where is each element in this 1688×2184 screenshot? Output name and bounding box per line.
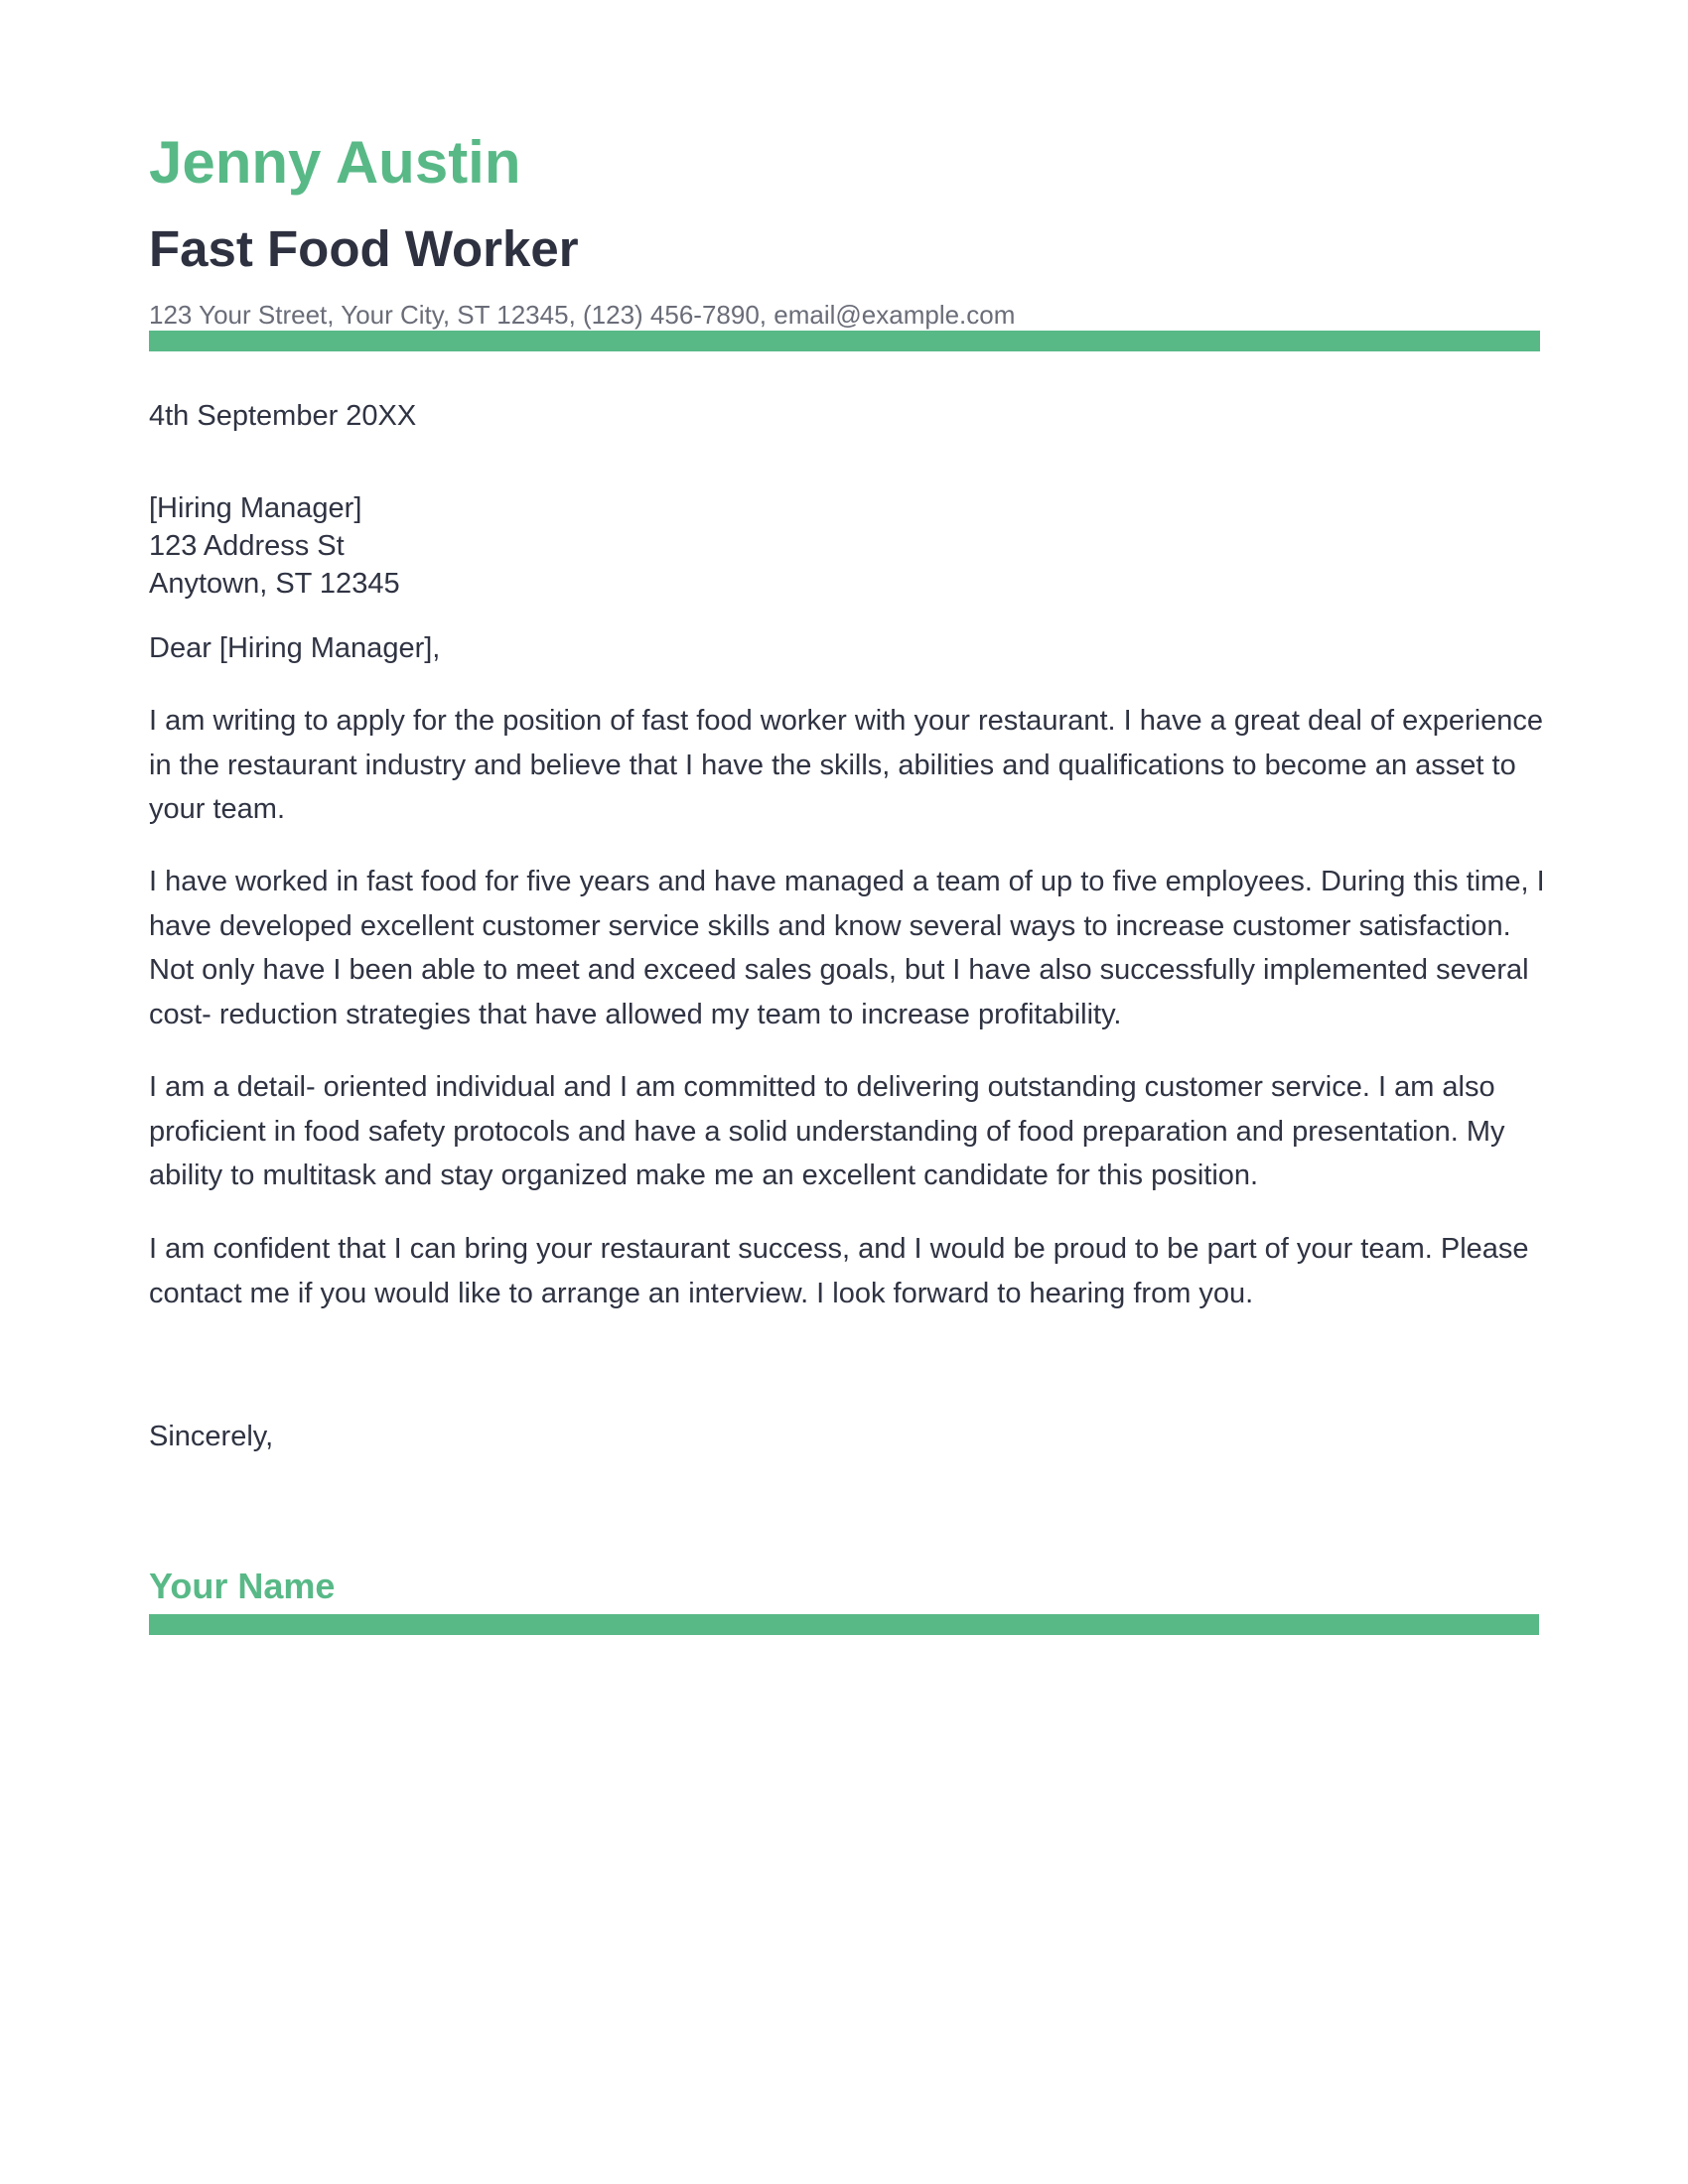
cover-letter-page <box>149 0 1545 2184</box>
header-divider <box>149 331 1540 351</box>
recipient-line: [Hiring Manager] <box>149 492 362 524</box>
body-paragraph: I am confident that I can bring your restaurant success, and I would be proud to be part of your team. Please contact me if you would like to arrange an interview. I look forward to hearing from you. <box>149 1233 1529 1309</box>
body-paragraph: I am a detail- oriented individual and I am committed to delivering outstanding customer service. I am also proficient in food safety protocols and have a solid understanding of food preparation and presentation. My ability to multitask and stay organized make me an excellent candidate for this position. <box>149 1071 1505 1192</box>
footer-divider <box>149 1614 1539 1635</box>
recipient-address <box>149 489 400 603</box>
applicant-name: Jenny Austin <box>149 129 521 196</box>
signature-name: Your Name <box>149 1566 336 1606</box>
recipient-line: 123 Address St <box>149 530 345 562</box>
recipient-line: Anytown, ST 12345 <box>149 568 400 600</box>
job-title: Fast Food Worker <box>149 220 579 277</box>
salutation: Dear [Hiring Manager], <box>149 632 441 664</box>
body-paragraph: I have worked in fast food for five years and have managed a team of up to five employees. During this time, I have developed excellent customer service skills and know several ways to increase customer satisfaction. Not only have I been able to meet and exceed sales goals, but I have also successfully implemented several cost- reduction strategies that have allowed my team to increase profitability. <box>149 866 1545 1031</box>
body-paragraph: I am writing to apply for the position of fast food worker with your restaurant. I have a great deal of experience in the restaurant industry and believe that I have the skills, abilities and qualifications to become an asset to your team. <box>149 705 1544 826</box>
letter-date: 4th September 20XX <box>149 400 417 432</box>
closing: Sincerely, <box>149 1421 274 1452</box>
contact-info: 123 Your Street, Your City, ST 12345, (123) 456-7890, email@example.com <box>149 300 1016 330</box>
